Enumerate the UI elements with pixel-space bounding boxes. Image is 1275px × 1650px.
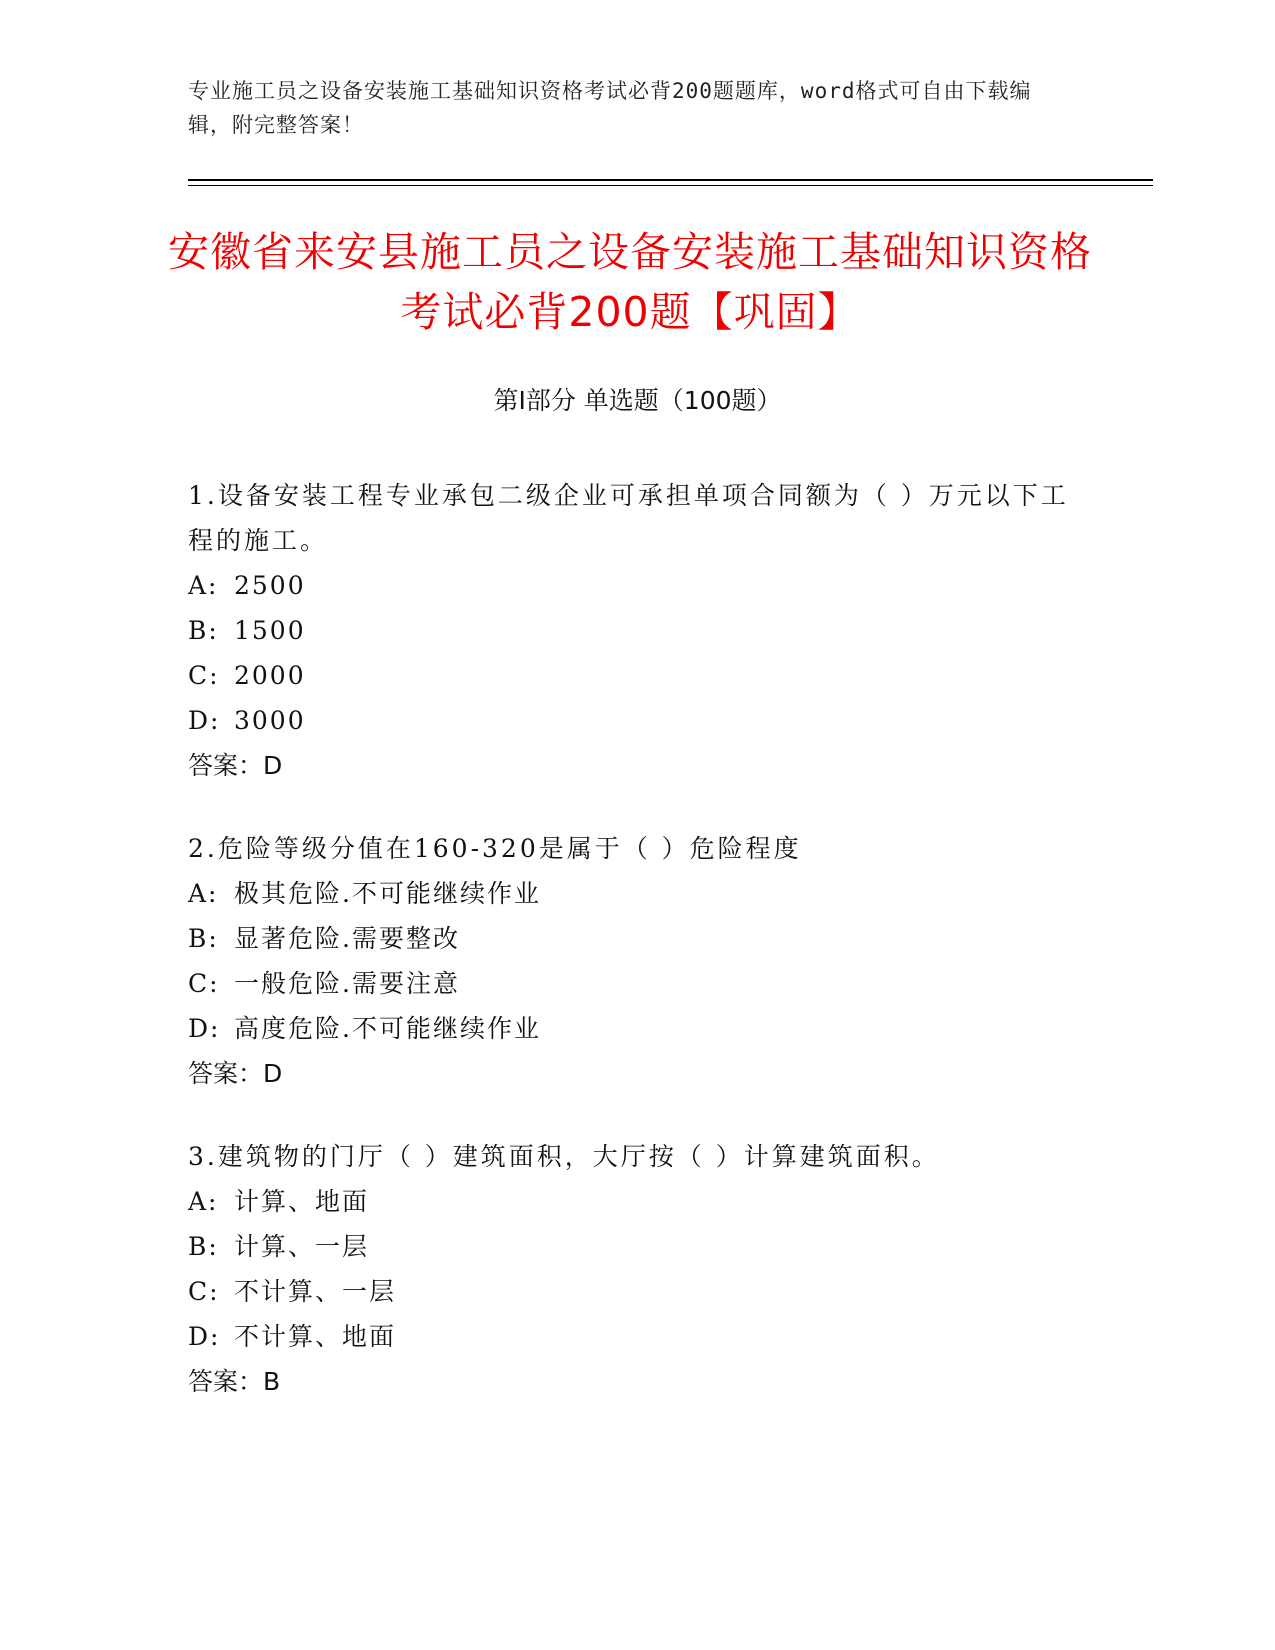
option-d (188, 698, 1088, 743)
section-title: 第I部分 单选题（100题） (493, 386, 782, 415)
option-text: 计算、一层 (234, 1232, 370, 1261)
question-stem: 1.设备安装工程专业承包二级企业可承担单项合同额为（ ）万元以下工程的施工。 (188, 481, 1069, 555)
option-c (188, 1269, 1088, 1314)
option-b (188, 608, 1088, 653)
option-letter: D: (188, 1014, 221, 1043)
header-note: 专业施工员之设备安装施工基础知识资格考试必背200题题库，word格式可自由下载编辑，附完整答案！ (188, 79, 1032, 137)
option-letter: A: (188, 879, 219, 908)
question-stem: 3.建筑物的门厅（ ）建筑面积，大厅按（ ）计算建筑面积。 (188, 1142, 940, 1171)
question-1 (188, 473, 1088, 788)
option-c (188, 961, 1088, 1006)
option-text: 3000 (234, 706, 306, 735)
header-divider-thick (188, 179, 1153, 181)
question-stem: 2.危险等级分值在160-320是属于（ ）危险程度 (188, 834, 802, 863)
option-letter: B: (188, 924, 219, 953)
option-text: 显著危险.需要整改 (234, 924, 460, 953)
option-d (188, 1006, 1088, 1051)
answer: 答案：D (188, 751, 283, 780)
option-letter: D: (188, 1322, 221, 1351)
option-text: 1500 (234, 616, 306, 645)
option-d (188, 1314, 1088, 1359)
option-text: 不计算、地面 (234, 1322, 397, 1351)
option-letter: C: (188, 1277, 220, 1306)
option-text: 计算、地面 (234, 1187, 370, 1216)
option-letter: C: (188, 661, 220, 690)
question-3 (188, 1134, 1088, 1404)
option-letter: A: (188, 1187, 219, 1216)
option-text: 2000 (234, 661, 306, 690)
option-a (188, 871, 1088, 916)
question-list (188, 473, 1088, 1442)
option-text: 高度危险.不可能继续作业 (234, 1014, 541, 1043)
question-2 (188, 826, 1088, 1096)
option-text: 一般危险.需要注意 (234, 969, 460, 998)
option-letter: B: (188, 1232, 219, 1261)
option-a (188, 563, 1088, 608)
answer: 答案：B (188, 1367, 281, 1396)
option-c (188, 653, 1088, 698)
option-letter: D: (188, 706, 221, 735)
option-letter: A: (188, 571, 219, 600)
option-b (188, 916, 1088, 961)
header-divider-thin (188, 185, 1153, 186)
answer: 答案：D (188, 1059, 283, 1088)
option-b (188, 1224, 1088, 1269)
option-text: 2500 (234, 571, 306, 600)
option-letter: C: (188, 969, 220, 998)
option-text: 极其危险.不可能继续作业 (234, 879, 541, 908)
option-a (188, 1179, 1088, 1224)
option-text: 不计算、一层 (234, 1277, 397, 1306)
document-title: 安徽省来安县施工员之设备安装施工基础知识资格考试必背200题【巩固】 (168, 228, 1092, 336)
option-letter: B: (188, 616, 219, 645)
